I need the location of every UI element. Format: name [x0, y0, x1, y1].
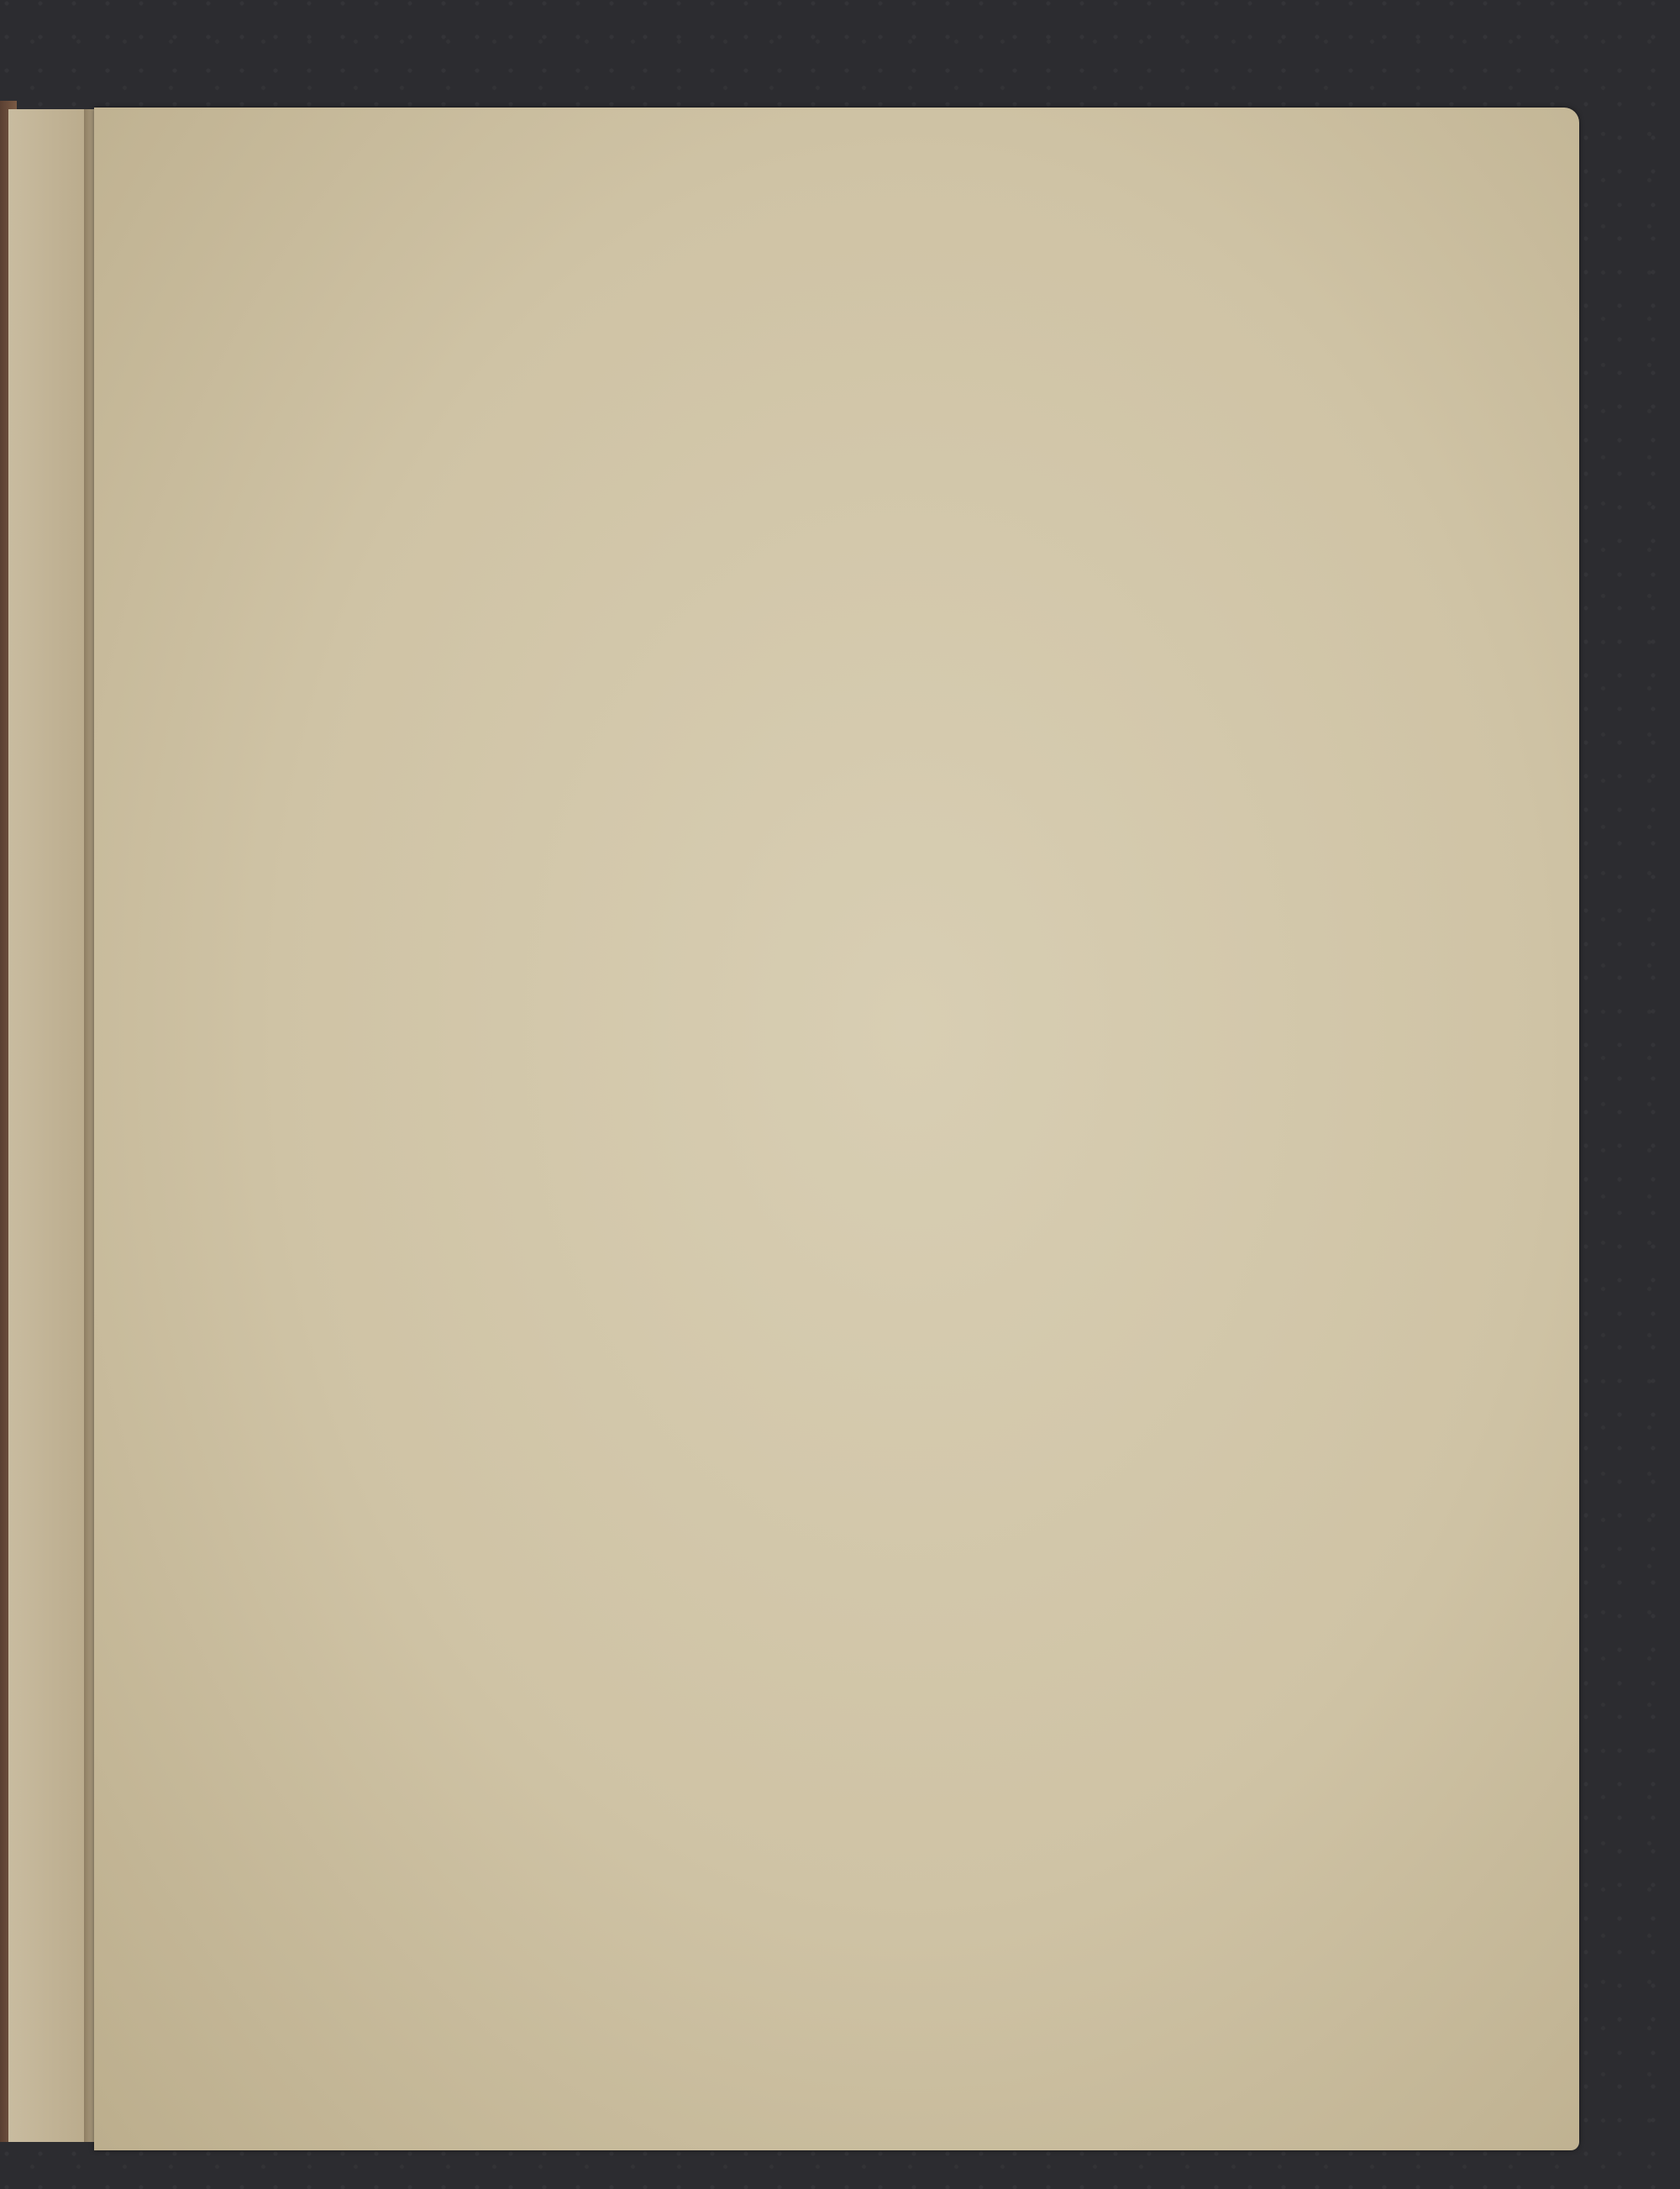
- left-page-fragment: [8, 109, 92, 2142]
- contents-page: [94, 108, 1579, 2150]
